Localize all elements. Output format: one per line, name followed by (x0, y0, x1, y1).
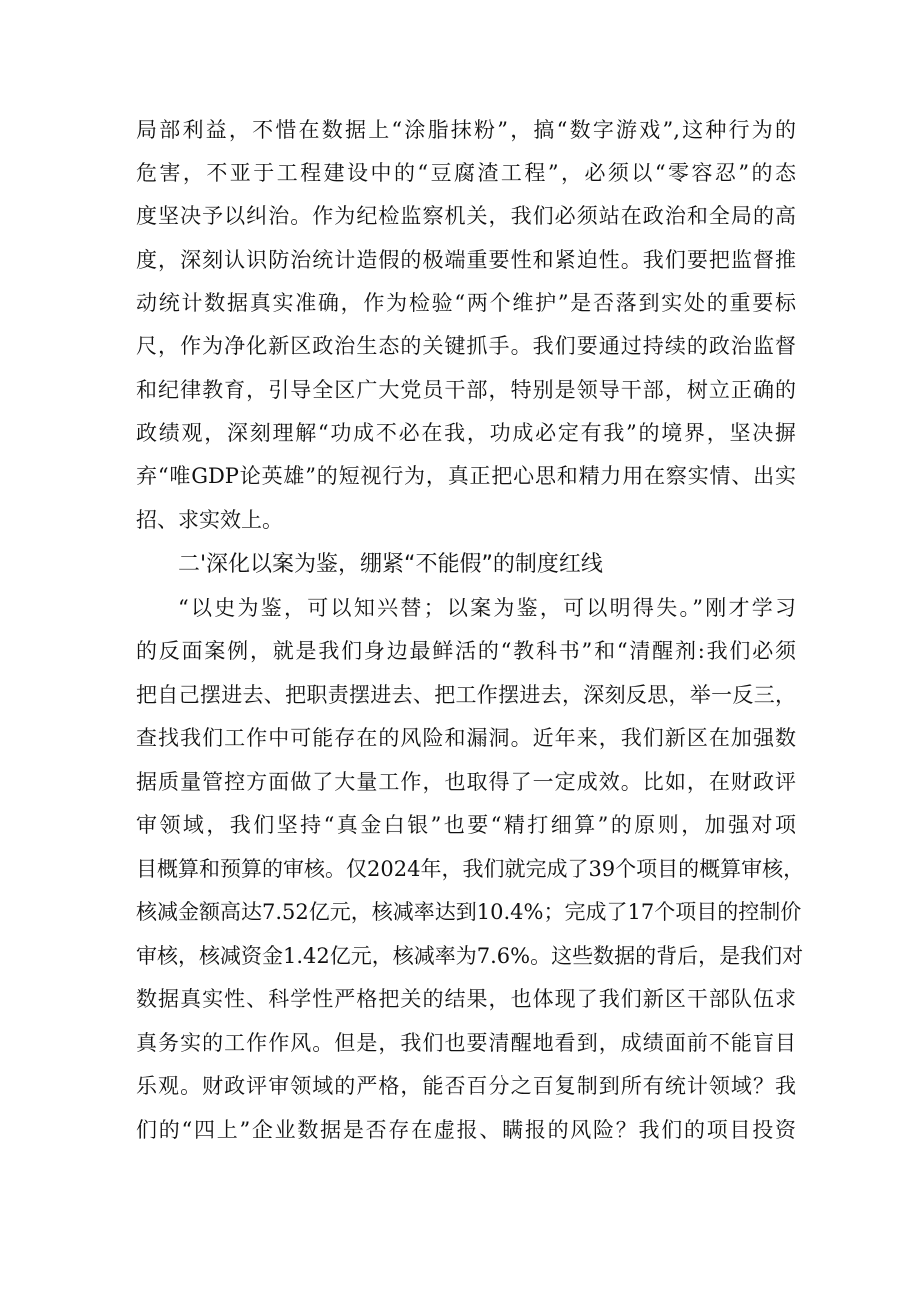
paragraph-1-line: 度坚决予以纠治。作为纪检监察机关，我们必须站在政治和全局的高 (136, 204, 796, 228)
paragraph-2-line: 乐观。财政评审领域的严格，能否百分之百复制到所有统计领域？我 (136, 1074, 796, 1098)
paragraph-2-line: 核减金额高达7.52亿元，核减率达到10.4%；完成了17个项目的控制价 (136, 900, 802, 924)
paragraph-2-line: 审核，核减资金1.42亿元，核减率为7.6%。这些数据的背后，是我们对 (136, 944, 804, 968)
paragraph-1-line: 局部利益，不惜在数据上“涂脂抹粉”，搞“数字游戏”,这种行为的 (136, 118, 796, 142)
paragraph-1-line: 尺，作为净化新区政治生态的关键抓手。我们要通过持续的政治监督 (136, 334, 796, 358)
paragraph-1-line: 弃“唯GDP论英雄”的短视行为，真正把心思和精力用在察实情、出实 (136, 464, 796, 488)
paragraph-1-line: 危害，不亚于工程建设中的“豆腐渣工程”，必须以“零容忍”的态 (136, 161, 796, 185)
paragraph-1-line: 政绩观，深刻理解“功成不必在我，功成必定有我”的境界，坚决摒 (136, 421, 796, 445)
paragraph-2-line: 审领域，我们坚持“真金白银”也要“精打细算”的原则，加强对项 (136, 813, 796, 837)
paragraph-1-line: 度，深刻认识防治统计造假的极端重要性和紧迫性。我们要把监督推 (136, 248, 796, 272)
paragraph-2-line: 的反面案例，就是我们身边最鲜活的“教科书”和“清醒剂:我们必须 (136, 639, 796, 663)
paragraph-2-line: 真务实的工作作风。但是，我们也要清醒地看到，成绩面前不能盲目 (136, 1031, 796, 1055)
paragraph-2-line: 们的“四上”企业数据是否存在虚报、瞒报的风险？我们的项目投资 (136, 1118, 796, 1142)
paragraph-2-line: 查找我们工作中可能存在的风险和漏洞。近年来，我们新区在加强数 (136, 726, 796, 750)
paragraph-1-line: 招、求实效上。 (136, 508, 283, 532)
section-heading: 二'深化以案为鉴，绷紧“不能假”的制度红线 (178, 552, 603, 577)
paragraph-2-line: “以史为鉴，可以知兴替；以案为鉴，可以明得失。”刚才学习 (178, 596, 796, 620)
paragraph-1-line: 和纪律教育，引导全区广大党员干部，特别是领导干部，树立正确的 (136, 378, 796, 402)
paragraph-2-line: 把自己摆进去、把职责摆进去、把工作摆进去，深刻反思，举一反三， (136, 683, 796, 707)
paragraph-2-line: 据质量管控方面做了大量工作，也取得了一定成效。比如，在财政评 (136, 770, 796, 794)
paragraph-1-line: 动统计数据真实准确，作为检验“两个维护”是否落到实处的重要标 (136, 291, 796, 315)
paragraph-2-line: 目概算和预算的审核。仅2024年，我们就完成了39个项目的概算审核， (136, 857, 805, 881)
paragraph-2-line: 数据真实性、科学性严格把关的结果，也体现了我们新区干部队伍求 (136, 987, 796, 1011)
